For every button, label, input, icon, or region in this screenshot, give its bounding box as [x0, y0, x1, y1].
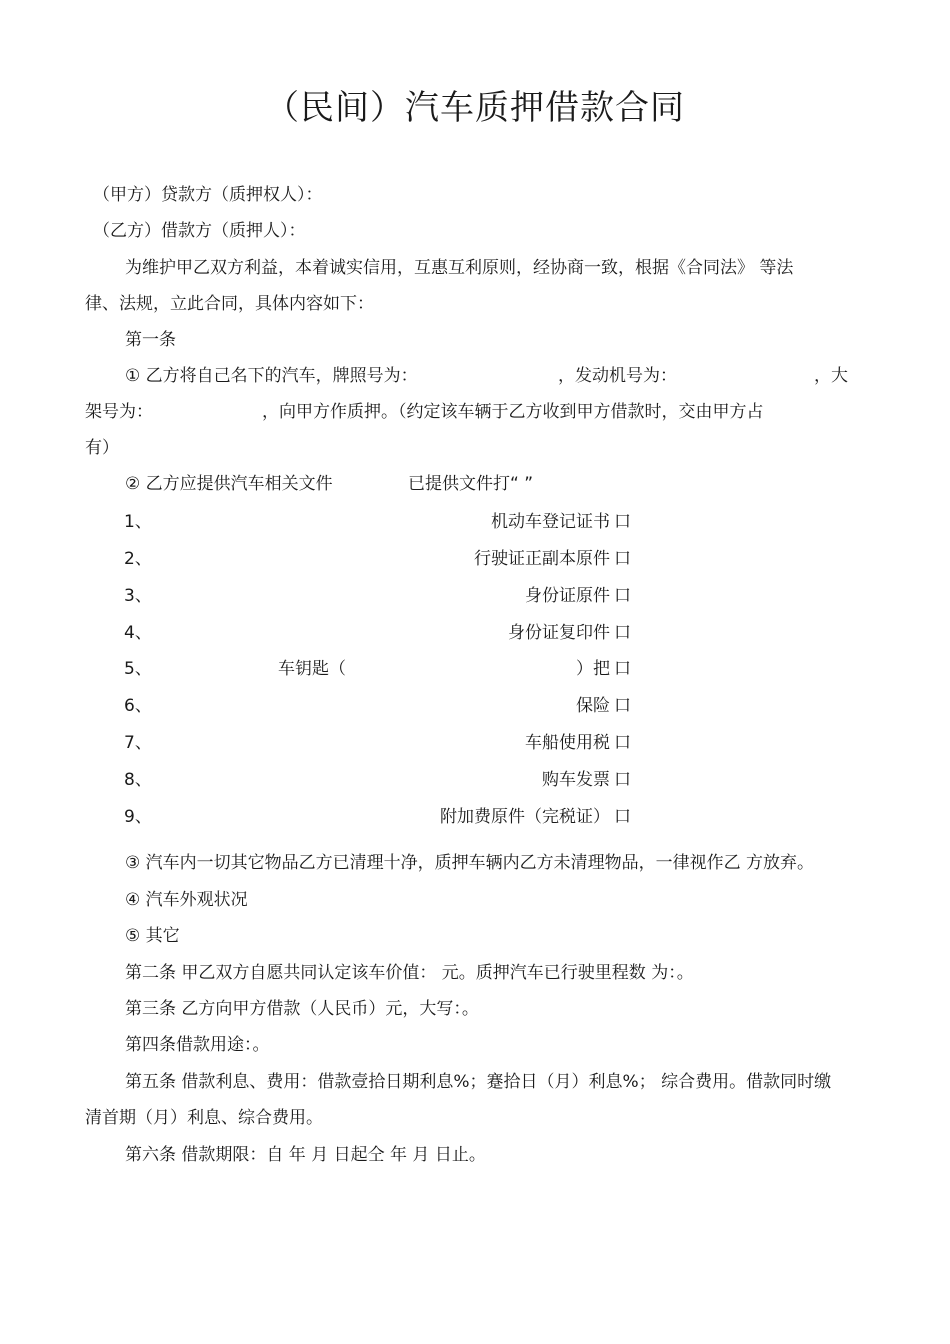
checklist-item-label: 身份证复印件	[508, 623, 610, 643]
checklist-item-number: 6、	[124, 696, 152, 716]
article-1-clause-2-part-a: ② 乙方应提供汽车相关文件	[125, 474, 333, 494]
article-1-clause-3: ③ 汽车内一切其它物品乙方已清理十净，质押车辆内乙方未清理物品，一律视作乙 方放弃。	[125, 853, 815, 873]
party-a-line: （甲方）贷款方（质押权人）：	[93, 185, 323, 205]
checkbox-icon[interactable]: 口	[614, 807, 631, 827]
checkbox-icon[interactable]: 口	[614, 659, 631, 679]
checkbox-icon[interactable]: 口	[614, 696, 631, 716]
checklist-item-number: 2、	[124, 549, 152, 569]
party-b-line: （乙方）借款方（质押人）：	[93, 221, 306, 241]
article-1-clause-1-part-a: ① 乙方将自己名下的汽车，牌照号为：	[125, 366, 418, 386]
checklist-item-label: 购车发票	[542, 770, 610, 790]
preamble-line-2: 律、法规，立此合同，具体内容如下：	[85, 294, 374, 314]
checkbox-icon[interactable]: 口	[614, 623, 631, 643]
checklist-item-label-left: 车钥匙（	[278, 659, 346, 679]
article-1-clause-2-part-b: 已提供文件打“ ”	[408, 474, 534, 494]
checkbox-icon[interactable]: 口	[614, 512, 631, 532]
article-1-clause-4: ④ 汽车外观状况	[125, 890, 248, 910]
checklist-item-label: 身份证原件	[525, 586, 610, 606]
checklist-item-label: 行驶证正副本原件	[474, 549, 610, 569]
article-1-clause-1-part-b: ，发动机号为：	[558, 366, 677, 386]
checkbox-icon[interactable]: 口	[614, 733, 631, 753]
checklist-item-number: 9、	[124, 807, 152, 827]
article-3: 第三条 乙方向甲方借款（人民币）元，大写：。	[125, 999, 479, 1019]
checkbox-icon[interactable]: 口	[614, 770, 631, 790]
checklist-item-label: 附加费原件（完税证）	[440, 807, 610, 827]
article-1-heading: 第一条	[125, 330, 176, 350]
article-5-line-2: 清首期（月）利息、综合费用。	[85, 1108, 323, 1128]
checklist-item-label: ）把	[576, 659, 610, 679]
checklist-item-label: 保险	[576, 696, 610, 716]
article-1-clause-1-part-d: 架号为：	[85, 402, 153, 422]
article-1-clause-1-part-f: 有）	[85, 438, 119, 458]
checklist-item-label: 机动车登记证书	[491, 512, 610, 532]
checklist-item-number: 1、	[124, 512, 152, 532]
article-1-clause-5: ⑤ 其它	[125, 926, 180, 946]
checklist-item-number: 5、	[124, 659, 152, 679]
article-5-line-1: 第五条 借款利息、费用：借款壹拾日期利息%；蹇拾日（月）利息%； 综合费用。借款同时缴	[125, 1072, 832, 1092]
checkbox-icon[interactable]: 口	[614, 549, 631, 569]
checklist-item-number: 8、	[124, 770, 152, 790]
article-1-clause-1-part-c: ，大	[814, 366, 848, 386]
checklist-item-number: 4、	[124, 623, 152, 643]
checklist-item-number: 3、	[124, 586, 152, 606]
article-2: 第二条 甲乙双方自愿共同认定该车价值： 元。质押汽车已行驶里程数 为：。	[125, 963, 694, 983]
checklist-item-label: 车船使用税	[525, 733, 610, 753]
article-1-clause-1-part-e: ，向甲方作质押。（约定该车辆于乙方收到甲方借款时，交由甲方占	[262, 402, 764, 422]
contract-title: （民间）汽车质押借款合同	[265, 88, 685, 128]
preamble-line-1: 为维护甲乙双方利益，本着诚实信用，互惠互利原则，经协商一致，根据《合同法》 等法	[125, 258, 794, 278]
article-6: 第六条 借款期限：自 年 月 日起仝 年 月 日止。	[125, 1145, 486, 1165]
article-4: 第四条借款用途：。	[125, 1035, 270, 1055]
checkbox-icon[interactable]: 口	[614, 586, 631, 606]
checklist-item-number: 7、	[124, 733, 152, 753]
